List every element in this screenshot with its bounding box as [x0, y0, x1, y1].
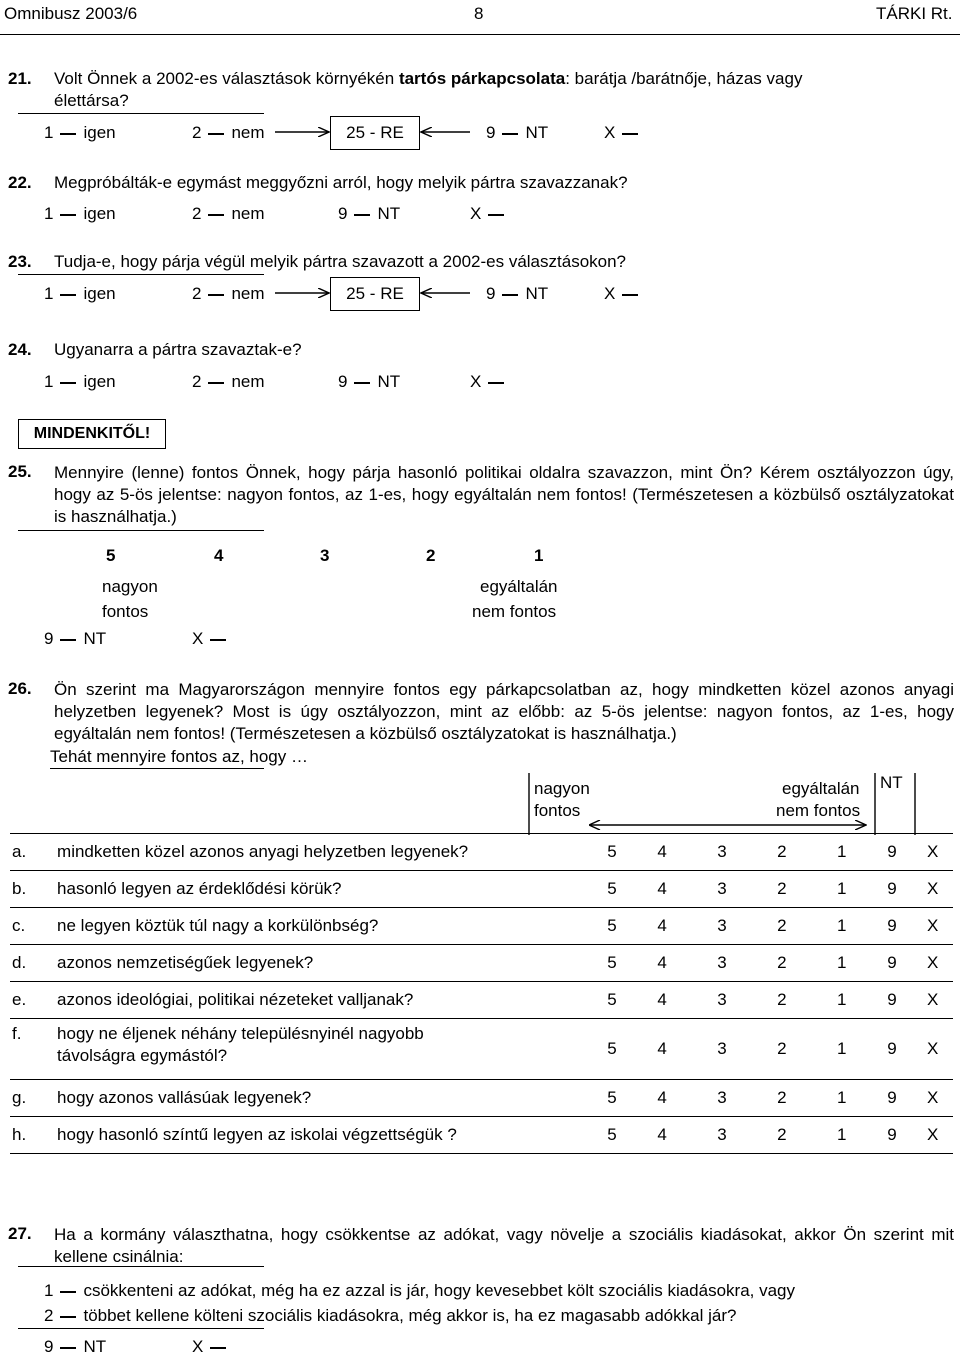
row-letter: e. [10, 982, 57, 1019]
row-letter: f. [10, 1019, 57, 1080]
rating-option[interactable]: 2 [752, 982, 812, 1019]
q22-option-2[interactable]: 2 nem [192, 204, 265, 223]
q21-rule [18, 113, 264, 114]
rating-option[interactable]: 9 [872, 945, 913, 982]
rating-option[interactable]: 4 [632, 834, 692, 871]
q23-option-9[interactable]: 9 NT [486, 284, 549, 303]
q25-high-label-2: fontos [102, 602, 149, 621]
rating-option[interactable]: 5 [592, 871, 633, 908]
rating-option[interactable]: X [912, 1019, 953, 1080]
table-row [10, 982, 953, 1019]
q22-number: 22. [8, 173, 32, 192]
rating-option[interactable]: 4 [632, 945, 692, 982]
q25-number: 25. [8, 462, 32, 481]
row-text: hogy azonos vallásúak legyenek? [57, 1080, 592, 1117]
page-number: 8 [474, 4, 484, 23]
rating-option[interactable]: 3 [692, 871, 752, 908]
row-text: hasonló legyen az érdeklődési körük? [57, 871, 592, 908]
q22-option-1[interactable]: 1 igen [44, 204, 116, 223]
rating-option[interactable]: 3 [692, 908, 752, 945]
q25-rule [18, 530, 264, 531]
q24-option-9[interactable]: 9 NT [338, 372, 401, 391]
rating-option[interactable]: X [912, 871, 953, 908]
q22-option-x[interactable]: X [470, 204, 511, 224]
q23-text: Tudja-e, hogy párja végül melyik pártra szavazott a 2002-es választásokon? [54, 252, 627, 271]
q27-text: Ha a kormány választhatna, hogy csökkentse az adókat, vagy növelje a szociális kiadásokat, akkor Ön szerint mit kellene csinálnia: [54, 1225, 954, 1266]
q21-option-1[interactable]: 1 igen [44, 123, 116, 142]
q25-high-label-1: nagyon [102, 577, 158, 596]
q27-rule-2 [18, 1328, 264, 1329]
rating-option[interactable]: 4 [632, 1117, 692, 1154]
rating-option[interactable]: X [912, 1080, 953, 1117]
q25-scale-1[interactable]: 1 [534, 546, 544, 565]
row-text [57, 1019, 592, 1080]
row-letter: a. [10, 834, 57, 871]
q21-option-9[interactable]: 9 NT [486, 123, 549, 142]
table-row [10, 945, 953, 982]
q27-number: 27. [8, 1224, 32, 1243]
q25-option-9[interactable]: 9 NT [44, 629, 107, 648]
row-text: azonos nemzetiségűek legyenek? [57, 945, 592, 982]
q21-option-x[interactable]: X [604, 123, 645, 143]
row-letter: d. [10, 945, 57, 982]
q25-scale-4[interactable]: 4 [214, 546, 224, 565]
rating-option[interactable]: 5 [592, 982, 633, 1019]
rating-option[interactable]: 3 [692, 1019, 752, 1080]
rating-option[interactable]: 4 [632, 908, 692, 945]
rating-option[interactable]: 1 [812, 1019, 872, 1080]
q21-number: 21. [8, 69, 32, 88]
header-left: Omnibusz 2003/6 [4, 4, 138, 23]
table-row [10, 871, 953, 908]
q24-option-2[interactable]: 2 nem [192, 372, 265, 391]
q26-head-high-2: fontos [534, 801, 581, 820]
rating-option[interactable]: 3 [692, 834, 752, 871]
rating-option[interactable]: 2 [752, 871, 812, 908]
rating-option[interactable]: 5 [592, 834, 633, 871]
rating-option[interactable]: 4 [632, 1080, 692, 1117]
q24-number: 24. [8, 340, 32, 359]
rating-option[interactable]: 5 [592, 1080, 633, 1117]
rating-option[interactable]: 9 [872, 1080, 913, 1117]
rating-option[interactable]: X [912, 834, 953, 871]
q26-head-low-1: egyáltalán [782, 779, 860, 798]
rating-option[interactable]: 5 [592, 1019, 633, 1080]
rating-option[interactable]: 9 [872, 1117, 913, 1154]
header-right: TÁRKI Rt. [876, 4, 953, 23]
rating-option[interactable]: 2 [752, 1019, 812, 1080]
q24-text: Ugyanarra a pártra szavaztak-e? [54, 340, 302, 359]
rating-option[interactable]: 2 [752, 945, 812, 982]
row-letter: c. [10, 908, 57, 945]
q26-lead: Tehát mennyire fontos az, hogy … [50, 747, 308, 766]
rating-option[interactable]: 1 [812, 982, 872, 1019]
q25-option-x[interactable]: X [192, 629, 233, 649]
q27-rule [18, 1266, 264, 1267]
q27-option-1[interactable]: 1 csökkenteni az adókat, még ha ez azzal is jár, hogy kevesebbet költ szociális kiadásokra, vagy [44, 1281, 796, 1300]
q26-rule [50, 768, 264, 769]
q27-option-x[interactable]: X [192, 1337, 233, 1357]
rating-option[interactable]: 2 [752, 1117, 812, 1154]
rating-option[interactable]: 1 [812, 834, 872, 871]
rating-option[interactable]: 9 [872, 908, 913, 945]
rating-option[interactable]: 1 [812, 908, 872, 945]
q25-low-label-1: egyáltalán [480, 577, 558, 596]
q25-scale-5[interactable]: 5 [106, 546, 116, 565]
rating-option[interactable]: 9 [872, 982, 913, 1019]
rating-option[interactable]: 4 [632, 871, 692, 908]
rating-option[interactable]: 5 [592, 908, 633, 945]
table-row [10, 834, 953, 871]
q23-option-1[interactable]: 1 igen [44, 284, 116, 303]
rating-option[interactable]: 9 [872, 834, 913, 871]
q24-option-x[interactable]: X [470, 372, 511, 392]
row-text: azonos ideológiai, politikai nézeteket valljanak? [57, 982, 592, 1019]
rating-option[interactable]: 4 [632, 982, 692, 1019]
q25-text: Mennyire (lenne) fontos Önnek, hogy párja hasonló politikai oldalra szavazzon, mint Ön? Kérem osztályozzon úgy, hogy az 5-ös jelentse: nagyon fontos, az 1-es, hogy egyáltalán nem fontos! (Természetesen a közbülső osztályzatokat is használhatja.) [54, 463, 954, 526]
rating-option[interactable]: 5 [592, 1117, 633, 1154]
rating-option[interactable]: 2 [752, 1080, 812, 1117]
row-text: ne legyen köztük túl nagy a korkülönbség? [57, 908, 592, 945]
rating-option[interactable]: 1 [812, 945, 872, 982]
row-text-line: távolságra egymástól? [57, 1046, 228, 1065]
q25-low-label-2: nem fontos [472, 602, 557, 621]
q25-scale-2[interactable]: 2 [426, 546, 436, 565]
row-text: mindketten közel azonos anyagi helyzetben legyenek? [57, 834, 592, 871]
table-row [10, 1117, 953, 1154]
q26-text: Ön szerint ma Magyarországon mennyire fontos egy párkapcsolatban az, hogy mindketten közel azonos anyagi helyzetben legyenek? Most is úgy osztályozzon, mint az előbb: az 5-ös jelentse: nagyon fontos, az 1-es, hogy egyáltalán nem fontos! (Természetesen a közbülső osztályzatokat is használhatja.) [54, 680, 954, 743]
rating-option[interactable]: 4 [632, 1019, 692, 1080]
q25-scale-3[interactable]: 3 [320, 546, 330, 565]
q23-rule [18, 274, 264, 275]
rating-option[interactable]: 1 [812, 1080, 872, 1117]
q21-skip-box: 25 - RE [330, 116, 420, 150]
row-text-line: hogy ne éljenek néhány településnyinél nagyobb [57, 1024, 424, 1043]
rating-option[interactable]: X [912, 982, 953, 1019]
q26-number: 26. [8, 679, 32, 698]
rating-option[interactable]: 3 [692, 945, 752, 982]
q23-number: 23. [8, 252, 32, 271]
row-letter: b. [10, 871, 57, 908]
q21-text-line2: élettársa? [54, 91, 129, 110]
rating-option[interactable]: 3 [692, 1117, 752, 1154]
rating-option[interactable]: 2 [752, 834, 812, 871]
q22-option-9[interactable]: 9 NT [338, 204, 401, 223]
q23-skip-box: 25 - RE [330, 277, 420, 311]
rating-option[interactable]: 5 [592, 945, 633, 982]
table-row [10, 1019, 953, 1080]
rating-option[interactable]: 1 [812, 871, 872, 908]
table-row [10, 1080, 953, 1117]
q26-head-low-2: nem fontos [776, 801, 861, 820]
row-text: hogy hasonló színtű legyen az iskolai végzettségük ? [57, 1117, 592, 1154]
q21-option-2[interactable]: 2 nem [192, 123, 265, 142]
row-letter: g. [10, 1080, 57, 1117]
rating-option[interactable]: X [912, 908, 953, 945]
rating-option[interactable]: 9 [872, 871, 913, 908]
q23-option-x[interactable]: X [604, 284, 645, 304]
q26-rating-table [10, 833, 953, 1154]
q27-option-9[interactable]: 9 NT [44, 1337, 107, 1356]
table-row [10, 908, 953, 945]
rating-option[interactable]: 9 [872, 1019, 913, 1080]
q22-text: Megpróbálták-e egymást meggyőzni arról, hogy melyik pártra szavazzanak? [54, 173, 628, 192]
q24-option-1[interactable]: 1 igen [44, 372, 116, 391]
row-letter: h. [10, 1117, 57, 1154]
rating-option[interactable]: 2 [752, 908, 812, 945]
rating-option[interactable]: X [912, 1117, 953, 1154]
rating-option[interactable]: 1 [812, 1117, 872, 1154]
rating-option[interactable]: 3 [692, 982, 752, 1019]
q21-text: Volt Önnek a 2002-es választások környékén tartós párkapcsolata: barátja /barátnője, házas vagy [54, 69, 803, 88]
rating-option[interactable]: 3 [692, 1080, 752, 1117]
rating-option[interactable]: X [912, 945, 953, 982]
everyone-instruction-box: MINDENKITŐL! [18, 419, 166, 449]
q26-head-high-1: nagyon [534, 779, 590, 798]
q27-option-2[interactable]: 2 többet kellene költeni szociális kiadásokra, még akkor is, ha ez magasabb adókkal jár? [44, 1306, 737, 1325]
q23-option-2[interactable]: 2 nem [192, 284, 265, 303]
q26-head-nt: NT [880, 773, 903, 792]
